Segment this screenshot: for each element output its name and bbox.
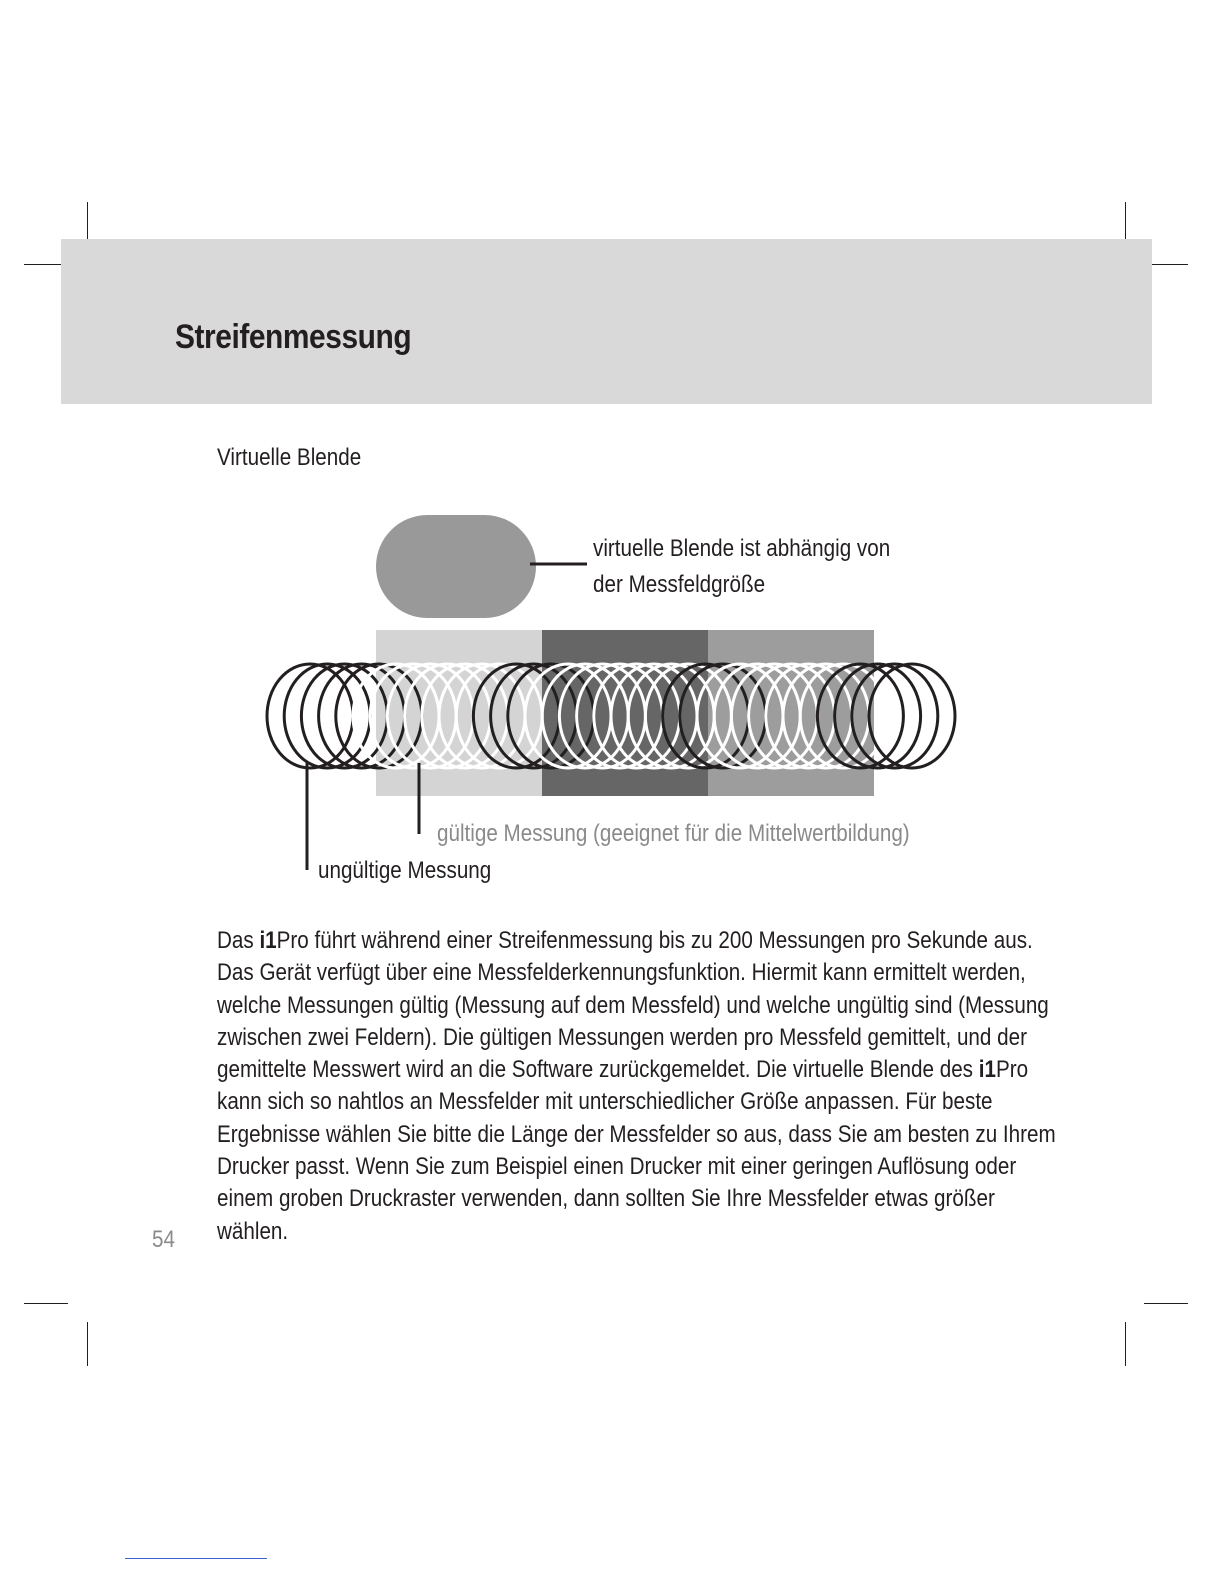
measurement-patch-light — [376, 630, 542, 796]
link-underline — [125, 1558, 267, 1559]
body-part-2: Pro kann sich so nahtlos an Messfelder mit unterschiedlicher Größe anpassen. Für beste Ergebnisse wählen Sie bitte die Länge der Messfelder so aus, dass Sie am besten zu Ihrem Drucker passt. Wenn Sie zum Beispiel einen Drucker mit einer geringen Auflösung oder einem groben Druckraster verwenden, dann sollten Sie Ihre Messfelder etwas größer wählen. — [217, 1056, 1056, 1245]
page-number: 54 — [152, 1226, 175, 1253]
invalid-measurement-ring — [284, 664, 370, 768]
virtual-aperture-shape — [376, 515, 536, 618]
aperture-callout — [593, 531, 890, 603]
invalid-measurement-ring — [267, 664, 353, 768]
section-subheading: Virtuelle Blende — [217, 444, 362, 471]
body-part-1: Pro führt während einer Streifenmessung bis zu 200 Messungen pro Sekunde aus. Das Gerät verfügt über eine Messfelderkennungsfunktion. Hiermit kann ermittelt werden, welche Messungen gültig (Messung auf dem Messfeld) und welche ungültig sind (Messung zwischen zwei Feldern). Die gültigen Messungen werden pro Messfeld gemittelt, und der gemittelte Messwert wird an die Software zurückgemeldet. Die virtuelle Blende des — [217, 927, 1049, 1084]
brand-name: i1 — [259, 927, 277, 954]
crop-mark — [24, 1303, 68, 1304]
crop-mark — [1125, 1322, 1126, 1366]
aperture-callout-line-1: virtuelle Blende ist abhängig von — [593, 535, 891, 562]
valid-measurement-callout: gültige Messung (geeignet für die Mittelwertbildung) — [437, 820, 910, 847]
invalid-measurement-callout: ungültige Messung — [318, 857, 492, 884]
aperture-callout-line-2: der Messfeldgröße — [593, 571, 766, 598]
measurement-patch-dark — [542, 630, 708, 796]
body-paragraph — [217, 925, 1060, 1248]
body-intro: Das — [217, 927, 260, 954]
brand-name: i1 — [978, 1056, 996, 1084]
crop-mark — [1144, 1303, 1188, 1304]
invalid-measurement-ring — [869, 664, 955, 768]
page-title: Streifenmessung — [175, 318, 412, 356]
crop-mark — [87, 1322, 88, 1366]
invalid-measurement-ring — [301, 664, 387, 768]
